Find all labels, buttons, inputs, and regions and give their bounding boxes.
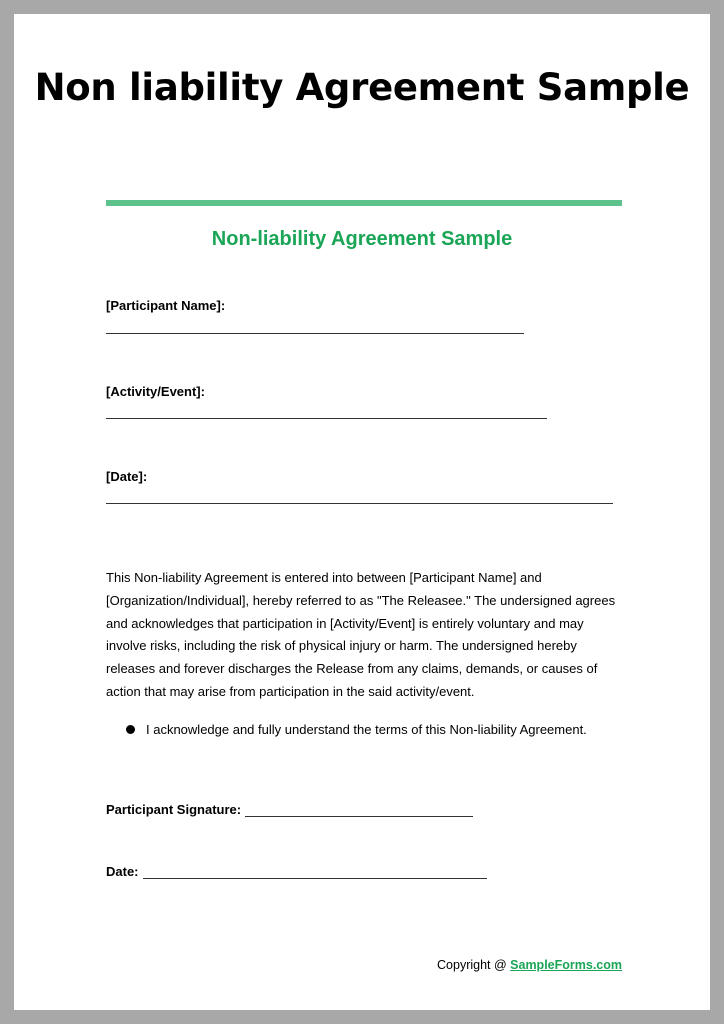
document-title: Non-liability Agreement Sample	[211, 228, 513, 250]
page-title: Non liability Agreement Sample	[34, 66, 690, 109]
agreement-body: This Non-liability Agreement is entered into between [Participant Name] and [Organization/Individual], hereby referred to as "The Releasee." The undersigned agrees and acknowledges that participation in [Activity/Event] is entirely voluntary and may involve risks, including the risk of physical injury or harm. The undersigned hereby releases and forever discharges the Release from any claims, demands, or causes of action that may arise from participation in the said activity/event.	[106, 570, 616, 699]
signature-label: Participant Signature:	[106, 802, 242, 817]
copyright-prefix: Copyright @	[437, 958, 511, 972]
acknowledgement-text: I acknowledge and fully understand the terms of this Non-liability Agreement.	[146, 722, 587, 737]
signature-date-row	[106, 864, 487, 879]
participant-name-line	[106, 333, 524, 334]
copyright-footer	[437, 958, 622, 972]
acknowledgement-item	[126, 722, 587, 737]
participant-name-label: [Participant Name]:	[106, 298, 226, 313]
date-field-label: [Date]:	[106, 469, 148, 484]
date-field-line	[106, 503, 613, 504]
signature-row	[106, 802, 473, 817]
bullet-icon	[126, 725, 135, 734]
signature-date-label: Date:	[106, 864, 139, 879]
activity-event-label: [Activity/Event]:	[106, 384, 205, 399]
signature-line	[245, 804, 473, 817]
activity-event-line	[106, 418, 547, 419]
brand-link[interactable]: SampleForms.com	[510, 958, 622, 972]
signature-date-line	[143, 866, 487, 879]
accent-divider	[106, 200, 622, 206]
document-frame	[14, 14, 710, 1010]
